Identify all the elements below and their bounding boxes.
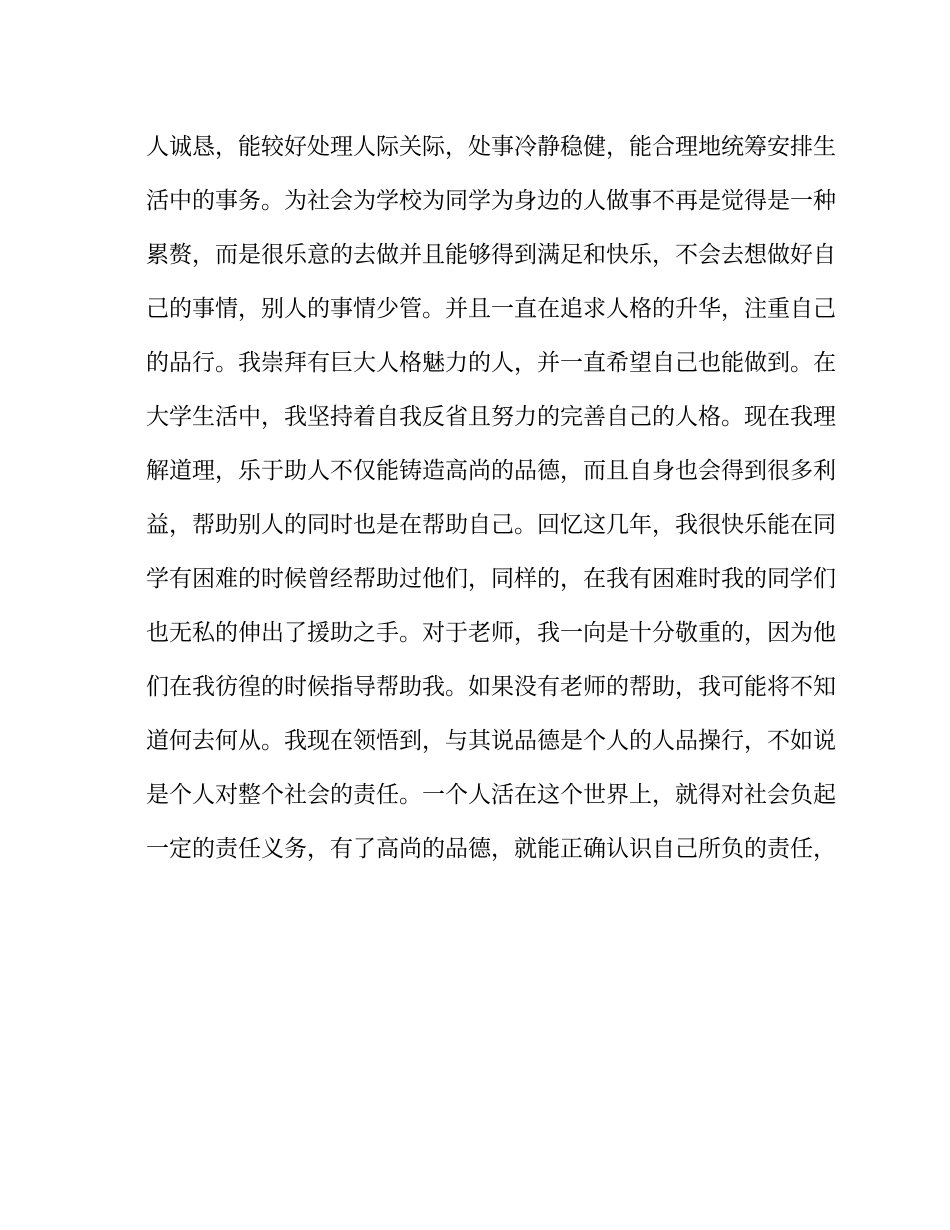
text-line-2: 活中的事务。为社会为学校为同学为身边的人做事不再是觉得是一种 xyxy=(146,188,836,214)
text-line-12: 道何去何从。我现在领悟到，与其说品德是个人的人品操行，不如说 xyxy=(146,728,836,754)
text-line-10: 也无私的伸出了援助之手。对于老师，我一向是十分敬重的，因为他 xyxy=(146,620,836,646)
text-line-8: 益，帮助别人的同时也是在帮助自己。回忆这几年，我很快乐能在同 xyxy=(146,512,836,538)
text-line-9: 学有困难的时候曾经帮助过他们，同样的，在我有困难时我的同学们 xyxy=(146,566,836,592)
text-line-1: 人诚恳，能较好处理人际关际，处事冷静稳健，能合理地统筹安排生 xyxy=(146,134,836,160)
text-line-5: 的品行。我崇拜有巨大人格魅力的人，并一直希望自己也能做到。在 xyxy=(146,350,836,376)
text-line-6: 大学生活中，我坚持着自我反省且努力的完善自己的人格。现在我理 xyxy=(146,404,836,430)
text-line-3: 累赘，而是很乐意的去做并且能够得到满足和快乐，不会去想做好自 xyxy=(146,242,836,268)
text-line-11: 们在我彷徨的时候指导帮助我。如果没有老师的帮助，我可能将不知 xyxy=(146,674,836,700)
text-line-7: 解道理，乐于助人不仅能铸造高尚的品德，而且自身也会得到很多利 xyxy=(146,458,836,484)
text-line-4: 己的事情，别人的事情少管。并且一直在追求人格的升华，注重自己 xyxy=(146,296,836,322)
text-line-13: 是个人对整个社会的责任。一个人活在这个世界上，就得对社会负起 xyxy=(146,782,836,808)
body-text xyxy=(146,120,836,876)
text-line-14: 一定的责任义务，有了高尚的品德，就能正确认识自己所负的责任， xyxy=(146,836,836,862)
